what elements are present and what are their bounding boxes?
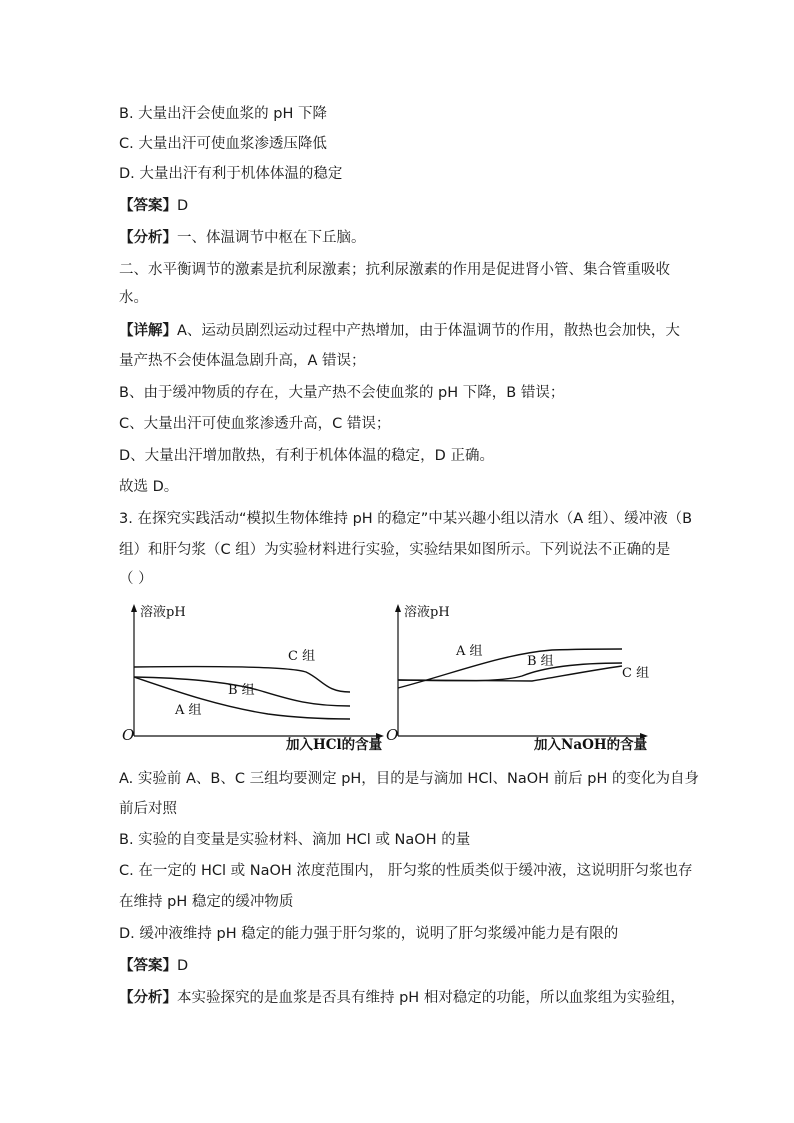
y-axis-label: 溶液pH [404,605,450,620]
x-axis-label: 加入HCl的含量 [286,737,383,753]
y-axis-arrow [395,604,401,612]
question-3-text-2: 组）和肝匀浆（C 组）为实验材料进行实验，实验结果如图所示。下列说法不正确的是 [119,542,671,558]
question-3-text: 3. 在探究实践活动“模拟生物体维持 pH 的稳定”中某兴趣小组以清水（A 组）、缓冲液（B [119,511,693,527]
conclusion-text: 故选 D。 [119,479,179,495]
detail-text-4: C、大量出汗可使血浆渗透升高，C 错误； [119,416,391,432]
detail-line [119,321,680,341]
analysis-text-4: 本实验探究的是血浆是否具有维持 pH 相对稳定的功能，所以血浆组为实验组， [177,990,685,1006]
label-b: B 组 [228,683,255,698]
y-axis-arrow [131,604,137,612]
choice-d-text: D. 缓冲液维持 pH 稳定的能力强于肝匀浆的，说明了肝匀浆缓冲能力是有限的 [119,926,619,942]
answer-line-2 [119,956,188,976]
label-a: A 组 [175,703,202,718]
label-b: B 组 [527,654,554,669]
option-b-text: B. 大量出汗会使血浆的 pH 下降 [119,106,327,122]
answer-tag: 【答案】 [119,198,177,214]
origin-label: O [386,726,399,744]
analysis-text-2: 二、水平衡调节的激素是抗利尿激素；抗利尿激素的作用是促进肾小管、集合管重吸收 [119,262,670,278]
answer-tag-2: 【答案】 [119,958,177,974]
answer-value-2: D [177,958,189,974]
y-axis-label: 溶液pH [140,605,186,620]
figure-naoh [382,600,654,760]
detail-text: A、运动员剧烈运动过程中产热增加，由于体温调节的作用，散热也会加快，大 [177,323,680,339]
choice-a-text: A. 实验前 A、B、C 三组均要测定 pH，目的是与滴加 HCl、NaOH 前后 pH 的变化为自身 [119,771,699,787]
choice-b-text: B. 实验的自变量是实验材料、滴加 HCl 或 NaOH 的量 [119,832,471,848]
choice-c-text-2: 在维持 pH 稳定的缓冲物质 [119,894,294,910]
label-c: C 组 [622,666,650,681]
origin-label: O [122,726,135,744]
analysis-tag-2: 【分析】 [119,990,177,1006]
analysis-tag: 【分析】 [119,230,177,246]
option-d-text: D. 大量出汗有利于机体体温的稳定 [119,166,343,182]
detail-text-2: 量产热不会使体温急剧升高，A 错误； [119,353,366,369]
analysis-line [119,228,366,248]
option-c-text: C. 大量出汗可使血浆渗透压降低 [119,136,327,152]
answer-blank: （ ） [119,571,153,587]
answer-value: D [177,198,189,214]
x-axis-label: 加入NaOH的含量 [534,737,648,753]
curve-a [398,649,622,688]
choice-c-text: C. 在一定的 HCl 或 NaOH 浓度范围内， 肝匀浆的性质类似于缓冲液，这说明肝匀浆也存 [119,863,693,879]
answer-line [119,196,188,216]
choice-a-text-2: 前后对照 [119,801,177,817]
detail-text-5: D、大量出汗增加散热，有利于机体体温的稳定，D 正确。 [119,448,494,464]
analysis-text: 一、体温调节中枢在下丘脑。 [177,230,366,246]
figure-naoh-svg [382,600,654,760]
figure-hcl [118,600,388,760]
analysis-line-2 [119,988,685,1008]
figure-hcl-svg [118,600,388,760]
label-c: C 组 [288,649,316,664]
detail-text-3: B、由于缓冲物质的存在，大量产热不会使血浆的 pH 下降，B 错误； [119,385,565,401]
detail-tag: 【详解】 [119,323,177,339]
analysis-text-3: 水。 [119,290,148,306]
label-a: A 组 [456,644,483,659]
